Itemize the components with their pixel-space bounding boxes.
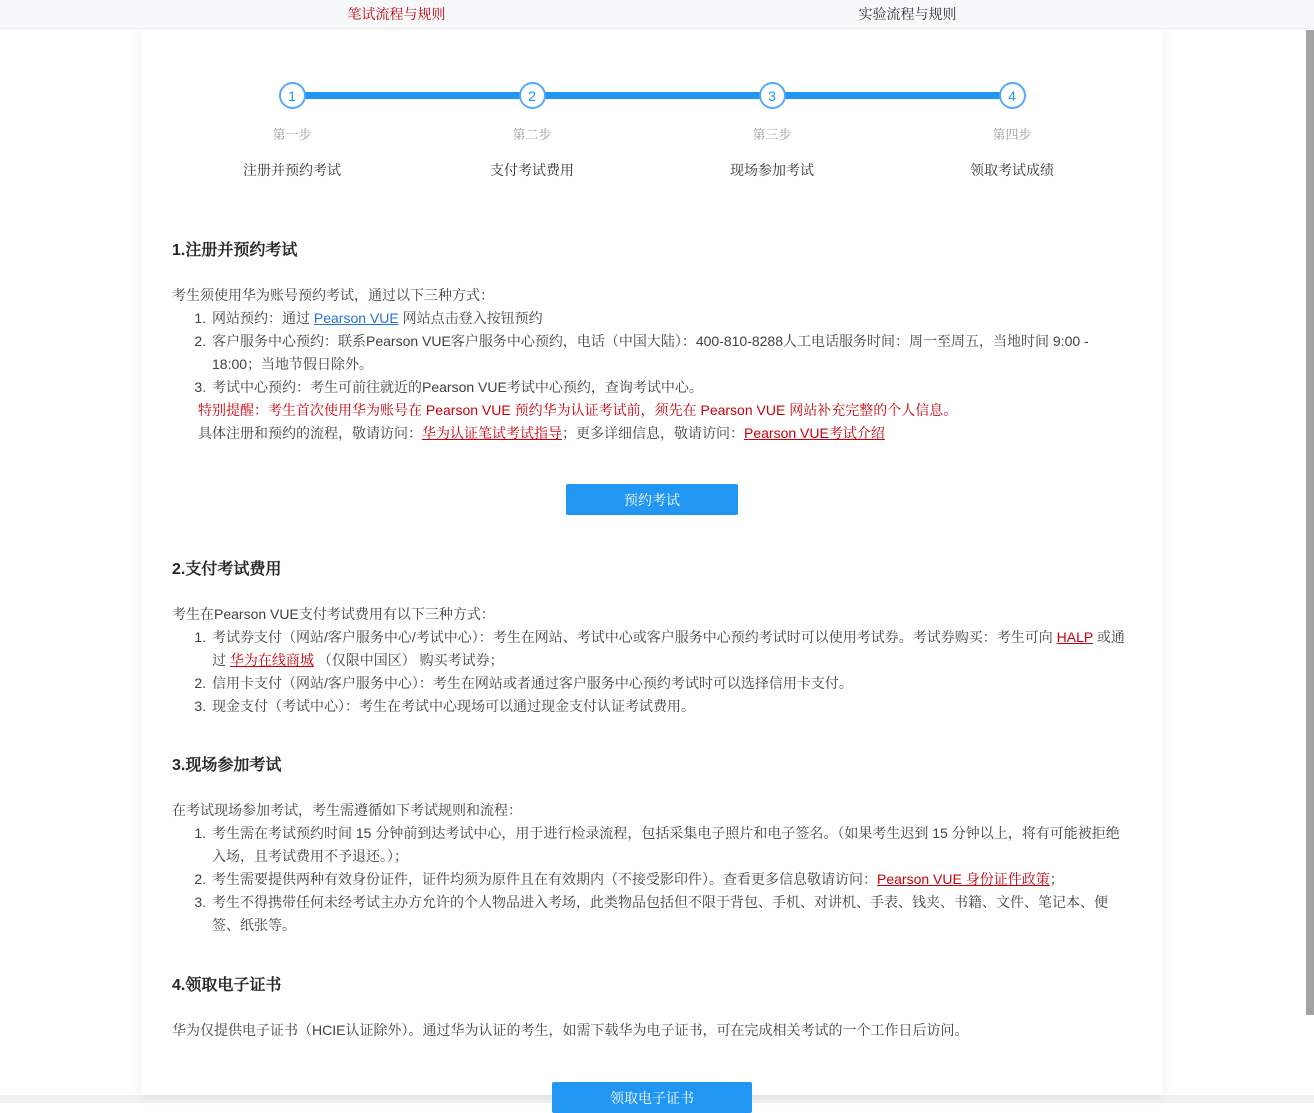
list-item: 3. 现金支付（考试中心）：考生在考试中心现场可以通过现金支付认证考试费用。	[210, 695, 1132, 718]
step-3-name: 现场参加考试	[730, 160, 814, 180]
section-3-list	[172, 822, 1132, 937]
voucher-pay-mid-text: 或通过	[212, 629, 1125, 668]
section-3-intro: 在考试现场参加考试，考生需遵循如下考试规则和流程：	[172, 799, 1132, 822]
guide-mid-text: ；更多详细信息，敬请访问：	[562, 425, 744, 441]
book-exam-button[interactable]: 预约考试	[566, 484, 738, 515]
booking-website-text-post: 网站点击登入按钮预约	[399, 310, 543, 326]
exam-steps-progress	[172, 82, 1132, 180]
tab-written-exam-process[interactable]: 笔试流程与规则	[141, 0, 652, 28]
stepper-connector-line	[292, 92, 1012, 99]
list-item	[210, 626, 1132, 672]
halp-link[interactable]: HALP	[1057, 629, 1093, 645]
list-item: 2. 信用卡支付（网站/客户服务中心）：考生在网站或者通过客户服务中心预约考试时可以选择信用卡支付。	[210, 672, 1132, 695]
voucher-pay-text: 考试券支付（网站/客户服务中心/考试中心）：考生在网站、考试中心或客户服务中心预约考试时可以使用考试券。考试券购买：考生可向	[212, 629, 1057, 645]
booking-website-text: 网站预约：通过	[212, 310, 314, 326]
step-1-circle: 1	[279, 82, 306, 109]
step-2-name: 支付考试费用	[490, 160, 574, 180]
step-1-label: 第一步	[272, 124, 311, 143]
huawei-vmall-link[interactable]: 华为在线商城	[230, 652, 314, 668]
tab-bar-inner	[141, 0, 1163, 28]
id-policy-text: 考生需要提供两种有效身份证件，证件均须为原件且在有效期内（不接受影印件）。查看更多信息敬请访问：	[212, 871, 877, 887]
section-1-list	[172, 307, 1132, 399]
step-4-label: 第四步	[992, 124, 1031, 143]
process-tab-bar	[0, 0, 1314, 29]
step-1-name: 注册并预约考试	[243, 160, 341, 180]
tab-lab-exam-process[interactable]: 实验流程与规则	[652, 0, 1163, 28]
step-4-name: 领取考试成绩	[970, 160, 1054, 180]
list-item: 1. 考生需在考试预约时间 15 分钟前到达考试中心，用于进行检录流程，包括采集电子照片和电子签名。（如果考生迟到 15 分钟以上，将有可能被拒绝入场，且考试费用不予退还。）；	[210, 822, 1132, 868]
list-item: 3. 考生不得携带任何未经考试主办方允许的个人物品进入考场，此类物品包括但不限于背包、手机、对讲机、手表、钱夹、书籍、文件、笔记本、便签、纸张等。	[210, 891, 1132, 937]
special-reminder-text: 特别提醒：考生首次使用华为账号在 Pearson VUE 预约华为认证考试前，须先在 Pearson VUE 网站补充完整的个人信息。	[198, 399, 1132, 422]
pearson-vue-link[interactable]: Pearson VUE	[314, 310, 399, 326]
section-1-intro: 考生须使用华为账号预约考试，通过以下三种方式：	[172, 284, 1132, 307]
get-ecert-button[interactable]: 领取电子证书	[552, 1082, 752, 1113]
section-2-list	[172, 626, 1132, 718]
section-2-heading: 2.支付考试费用	[172, 556, 1132, 579]
section-2-intro: 考生在Pearson VUE支付考试费用有以下三种方式：	[172, 603, 1132, 626]
step-4-circle: 4	[999, 82, 1026, 109]
section-1-heading: 1.注册并预约考试	[172, 237, 1132, 260]
vertical-scrollbar[interactable]	[1306, 30, 1314, 1015]
pearson-vue-intro-link[interactable]: Pearson VUE考试介绍	[744, 425, 885, 441]
section-3-heading: 3.现场参加考试	[172, 752, 1132, 775]
id-policy-post-text: ；	[1050, 871, 1064, 887]
section-4-heading: 4.领取电子证书	[172, 972, 1132, 995]
step-2-label: 第二步	[512, 124, 551, 143]
step-2-circle: 2	[519, 82, 546, 109]
step-3-label: 第三步	[752, 124, 791, 143]
exam-process-card	[141, 29, 1163, 1095]
step-3-circle: 3	[759, 82, 786, 109]
section-4-intro: 华为仅提供电子证书（HCIE认证除外）。通过华为认证的考生，如需下载华为电子证书，可在完成相关考试的一个工作日后访问。	[172, 1019, 1132, 1042]
list-item: 3. 考试中心预约：考生可前往就近的Pearson VUE考试中心预约，查询考试中心。	[210, 376, 1132, 399]
list-item: 2. 客户服务中心预约：联系Pearson VUE客户服务中心预约，电话（中国大陆）：400-810-8288人工电话服务时间：周一至周五，当地时间 9:00 - 18:00；当地节假日除外。	[210, 330, 1132, 376]
guide-pre-text: 具体注册和预约的流程，敬请访问：	[198, 425, 422, 441]
id-policy-link[interactable]: Pearson VUE 身份证件政策	[877, 871, 1050, 887]
guide-links-line	[198, 422, 1132, 445]
list-item	[210, 868, 1132, 891]
written-exam-guide-link[interactable]: 华为认证笔试考试指导	[422, 425, 562, 441]
list-item	[210, 307, 1132, 330]
voucher-pay-post-text: （仅限中国区） 购买考试券；	[314, 652, 504, 668]
